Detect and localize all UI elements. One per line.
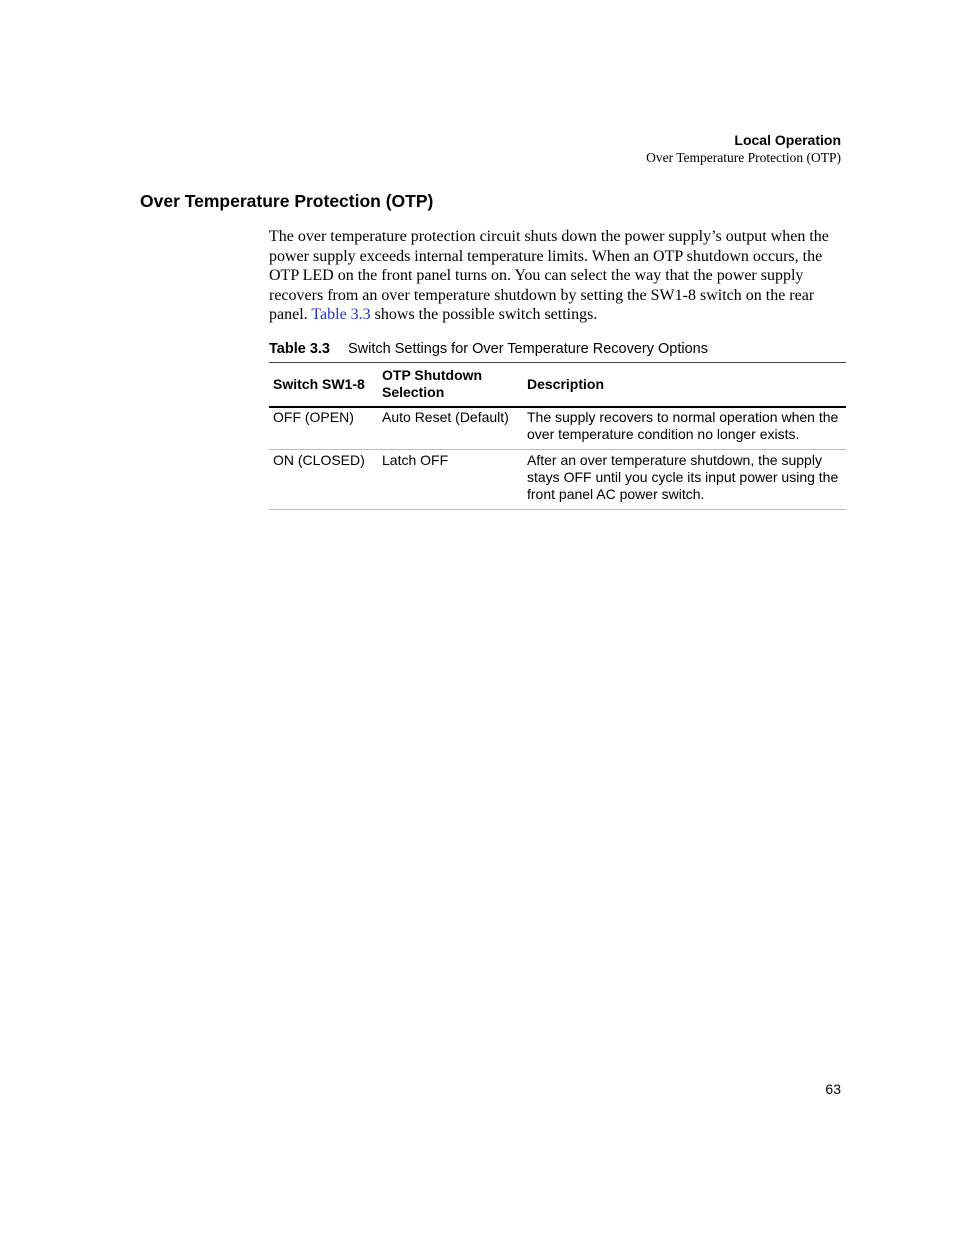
table-row xyxy=(269,449,846,509)
cell-selection: Latch OFF xyxy=(378,449,523,509)
cell-description: After an over temperature shutdown, the supply stays OFF until you cycle its input power using the front panel AC power switch. xyxy=(523,449,846,509)
table-caption xyxy=(269,340,708,358)
table-row xyxy=(269,407,846,450)
body-text-start: The over temperature protection circuit shuts down the power supply’s output when the power supply exceeds internal temperature limits. When an OTP shutdown occurs, the OTP LED on the front panel turns on. You can select the way that the power supply recovers from an over temperature shutdown by setting the SW1-8 switch on the rear panel. xyxy=(269,228,829,324)
cell-switch: ON (CLOSED) xyxy=(269,449,378,509)
cell-selection: Auto Reset (Default) xyxy=(378,407,523,450)
table-caption-label: Table 3.3 xyxy=(269,341,330,357)
page-number: 63 xyxy=(825,1081,841,1097)
running-head-chapter: Local Operation xyxy=(734,132,841,148)
header-description: Description xyxy=(523,363,846,407)
table-reference-link[interactable]: Table 3.3 xyxy=(311,306,371,324)
header-switch: Switch SW1-8 xyxy=(269,363,378,407)
body-paragraph xyxy=(269,227,846,325)
section-heading: Over Temperature Protection (OTP) xyxy=(140,191,434,211)
running-head xyxy=(646,131,841,167)
header-otp-selection: OTP Shutdown Selection xyxy=(378,363,523,407)
cell-switch: OFF (OPEN) xyxy=(269,407,378,450)
body-text-end: shows the possible switch settings. xyxy=(370,306,598,324)
running-head-section: Over Temperature Protection (OTP) xyxy=(646,150,841,165)
table-caption-title: Switch Settings for Over Temperature Recovery Options xyxy=(348,341,708,357)
switch-settings-table xyxy=(269,362,846,510)
table-header-row xyxy=(269,363,846,407)
cell-description: The supply recovers to normal operation when the over temperature condition no longer exists. xyxy=(523,407,846,450)
